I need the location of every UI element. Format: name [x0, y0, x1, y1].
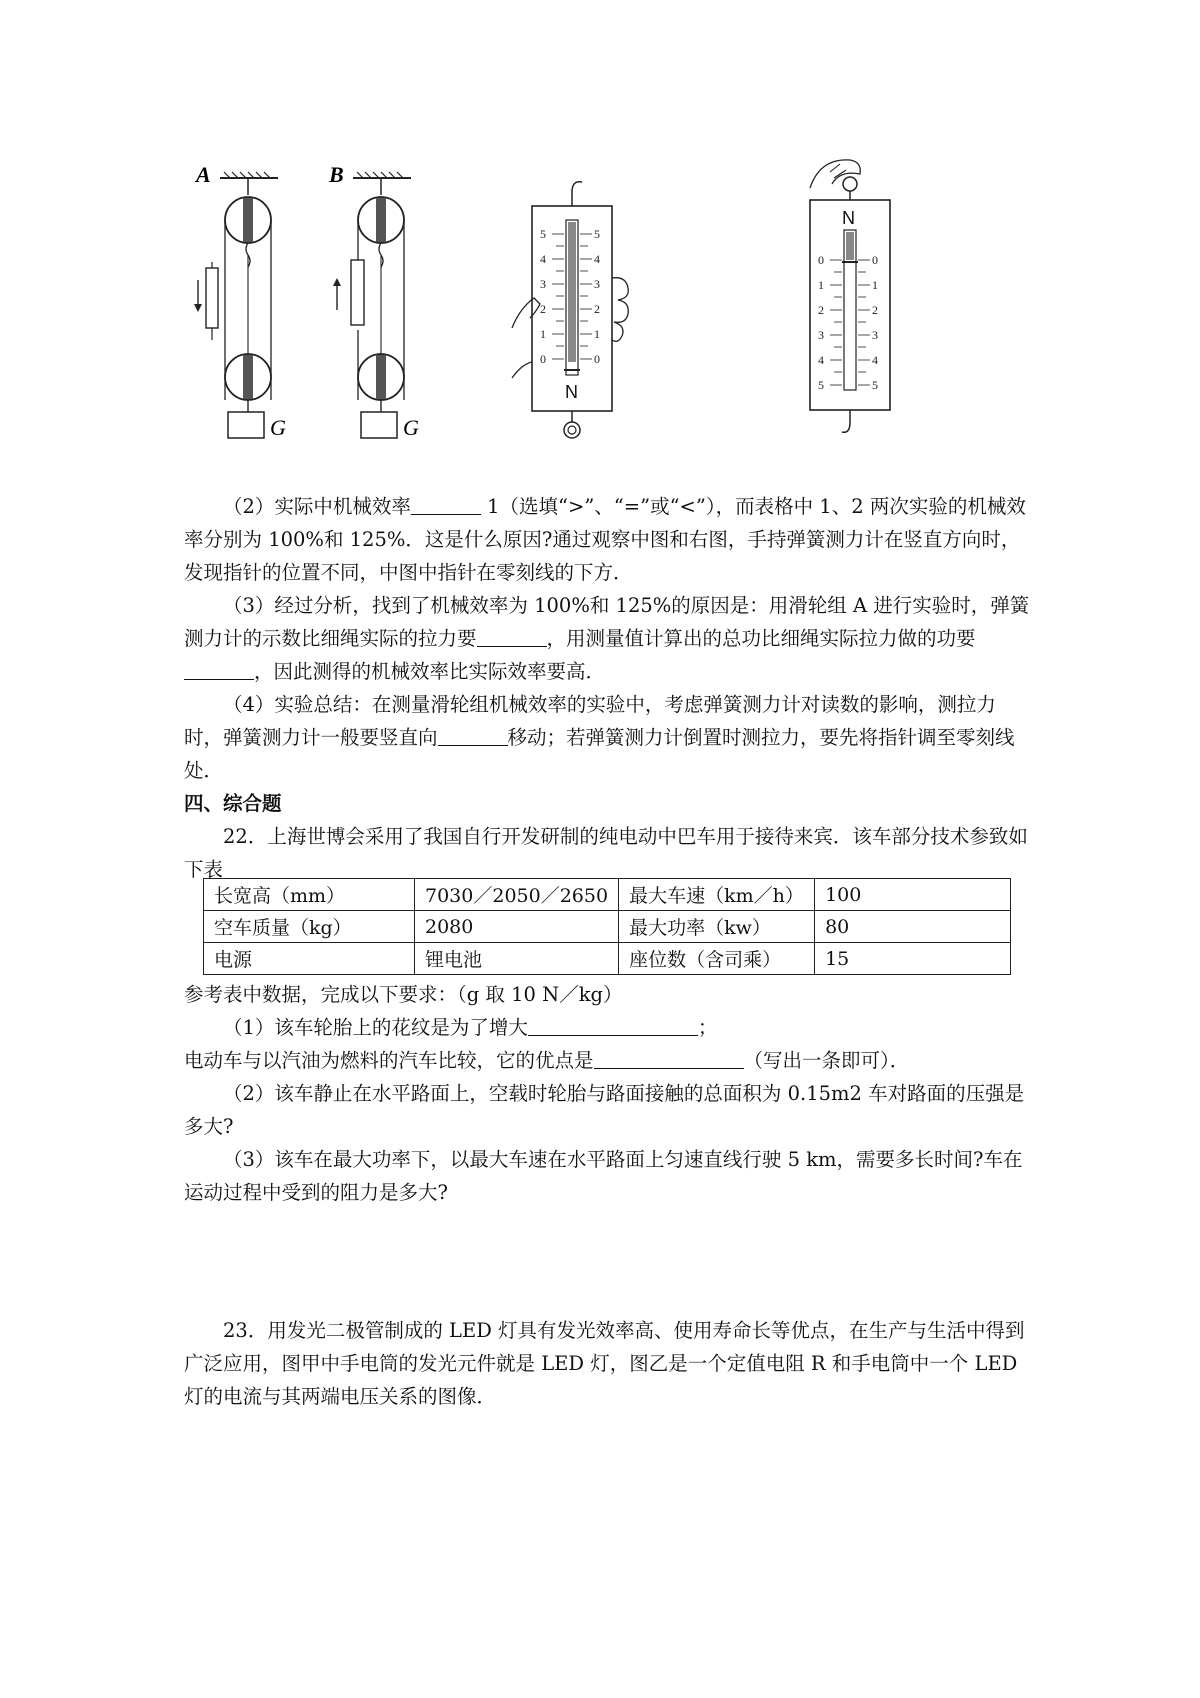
svg-text:0: 0	[594, 352, 600, 366]
q21-part2: （2）实际中机械效率 1（选填“>”、“=”或“<”），而表格中 1、2 两次实验的机械效率分别为 100%和 125%．这是什么原因?通过观察中图和右图，手持弹簧测力计在竖直方向时，发现指针的位置不同，中图中指针在零刻线的下方．	[184, 495, 1026, 584]
q22-part3: （3）该车在最大功率下，以最大车速在水平路面上匀速直线行驶 5 km，需要多长时间?车在运动过程中受到的阻力是多大?	[184, 1148, 1023, 1204]
table-row: 空车质量（kg） 2080 最大功率（kw） 80	[204, 911, 1011, 943]
svg-text:1: 1	[594, 327, 600, 341]
q21-part3: （3）经过分析，找到了机械效率为 100%和 125%的原因是：用滑轮组 A 进行实验时，弹簧测力计的示数比细绳实际的拉力要 ，用测量值计算出的总功比细绳实际拉力做的功要，因此测得的机械效率比实际效率要高．	[184, 594, 1030, 683]
svg-text:5: 5	[872, 378, 878, 392]
answer-blank[interactable]	[477, 627, 547, 648]
q22-paragraphs	[184, 978, 1030, 1209]
weight-label-a: G	[270, 415, 286, 440]
section-heading: 四、综合题	[184, 792, 282, 815]
svg-text:4: 4	[594, 252, 600, 266]
svg-text:4: 4	[540, 252, 546, 266]
svg-text:1: 1	[540, 327, 546, 341]
svg-text:3: 3	[818, 328, 824, 342]
svg-text:4: 4	[872, 353, 878, 367]
svg-text:0: 0	[872, 253, 878, 267]
svg-text:5: 5	[594, 227, 600, 241]
svg-text:4: 4	[818, 353, 824, 367]
q21-part4: （4）实验总结：在测量滑轮组机械效率的实验中，考虑弹簧测力计对读数的影响，测拉力时，弹簧测力计一般要竖直向 移动；若弹簧测力计倒置时测拉力，要先将指针调至零刻线处．	[184, 693, 1015, 782]
q22-part1b: 电动车与以汽油为燃料的汽车比较，它的优点是 （写出一条即可）．	[184, 1049, 910, 1072]
svg-text:2: 2	[594, 302, 600, 316]
spring-scale-inverted	[510, 150, 650, 450]
q23-paragraph	[184, 1314, 1030, 1413]
svg-text:2: 2	[818, 303, 824, 317]
pulley-a-label: A	[196, 162, 211, 187]
table-row: 电源 锂电池 座位数（含司乘） 15	[204, 943, 1011, 975]
svg-text:0: 0	[818, 253, 824, 267]
svg-text:2: 2	[540, 302, 546, 316]
svg-text:3: 3	[872, 328, 878, 342]
svg-text:3: 3	[594, 277, 600, 291]
svg-text:2: 2	[872, 303, 878, 317]
answer-blank[interactable]	[528, 1016, 698, 1037]
weight-label-b: G	[403, 415, 419, 440]
spring-scale-upright	[780, 150, 920, 450]
q22-reference: 参考表中数据，完成以下要求：（g 取 10 N／kg）	[184, 983, 623, 1006]
svg-text:5: 5	[818, 378, 824, 392]
pulley-system-a	[190, 150, 300, 450]
q21-paragraphs	[184, 490, 1030, 886]
svg-text:1: 1	[872, 278, 878, 292]
svg-text:3: 3	[540, 277, 546, 291]
q22-intro: 22．上海世博会采用了我国自行开发研制的纯电动中巴车用于接待来宾．该车部分技术参致如下表	[184, 825, 1028, 881]
answer-blank[interactable]	[438, 726, 508, 747]
answer-blank[interactable]	[184, 660, 254, 681]
pulley-system-b	[325, 150, 435, 450]
table-row: 长宽高（mm） 7030／2050／2650 最大车速（km／h） 100	[204, 879, 1011, 911]
q23-text: 23．用发光二极管制成的 LED 灯具有发光效率高、使用寿命长等优点，在生产与生活中得到广泛应用，图甲中手电筒的发光元件就是 LED 灯，图乙是一个定值电阻 R 和手电筒中一个 LED 灯的电流与其两端电压关系的图像．	[184, 1319, 1025, 1408]
experiment-figures	[190, 150, 1070, 480]
answer-blank[interactable]	[594, 1049, 744, 1070]
q22-part1a: （1）该车轮胎上的花纹是为了增大 ；	[223, 1016, 718, 1039]
meter-unit-mid: N	[565, 382, 578, 402]
pulley-b-label: B	[329, 162, 344, 187]
svg-text:1: 1	[818, 278, 824, 292]
meter-unit-right: N	[842, 208, 855, 228]
q22-part2: （2）该车静止在水平路面上，空载时轮胎与路面接触的总面积为 0.15m2 车对路面的压强是多大?	[184, 1082, 1025, 1138]
svg-text:5: 5	[540, 227, 546, 241]
svg-text:0: 0	[540, 352, 546, 366]
bus-spec-table	[203, 878, 1011, 975]
answer-blank[interactable]	[411, 495, 481, 516]
